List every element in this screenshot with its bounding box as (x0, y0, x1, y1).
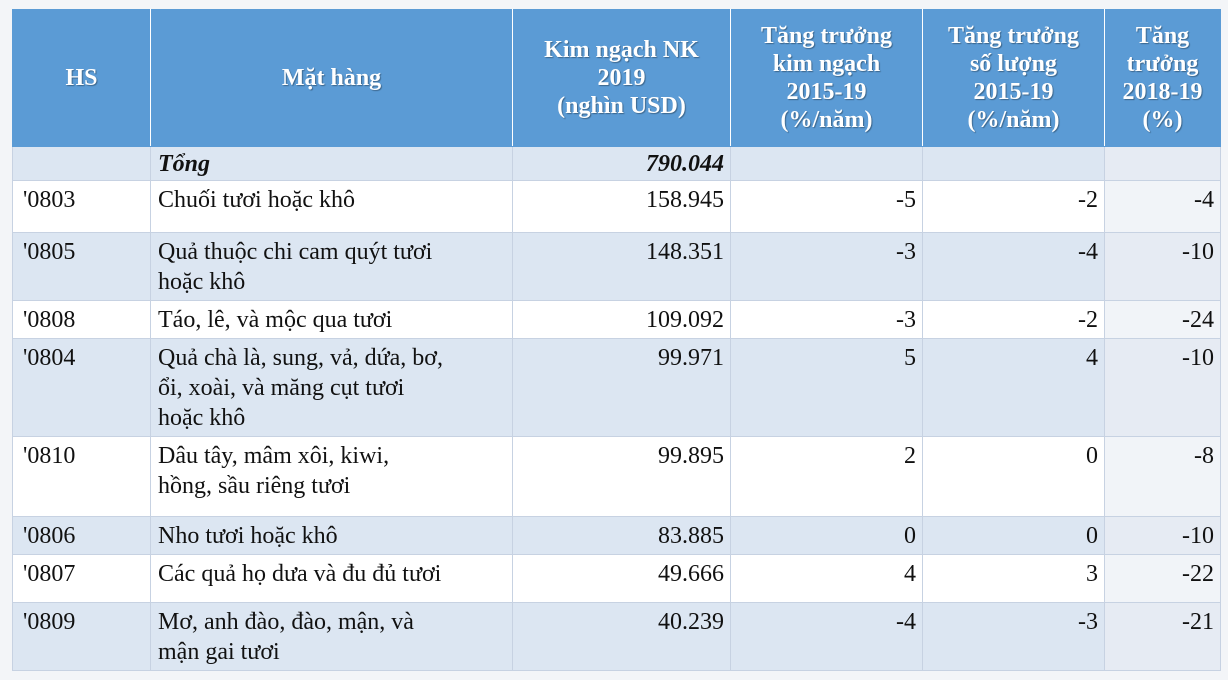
table-row (13, 437, 1221, 517)
table-body (13, 147, 1221, 671)
annual-growth-cell: -8 (1105, 437, 1221, 517)
product-name-cell (151, 233, 513, 301)
header-product: Mặt hàng (151, 10, 513, 147)
product-name-line: Nho tươi hoặc khô (158, 523, 338, 549)
product-name-line: hoặc khô (158, 269, 246, 295)
hs-code-cell: '0807 (13, 555, 151, 603)
import-value-cell: 99.895 (513, 437, 731, 517)
product-name-cell (151, 555, 513, 603)
volume-growth-cell: -2 (923, 181, 1105, 233)
header-volume-growth: Tăng trưởng số lượng 2015-19 (%/năm) (923, 10, 1105, 147)
product-name-cell (151, 181, 513, 233)
header-value-growth: Tăng trưởng kim ngạch 2015-19 (%/năm) (731, 10, 923, 147)
product-name-line: mận gai tươi (158, 639, 280, 665)
product-name-line: Táo, lê, và mộc qua tươi (158, 307, 393, 333)
value-growth-cell: 5 (731, 339, 923, 437)
annual-growth-cell: -10 (1105, 339, 1221, 437)
import-value-cell: 158.945 (513, 181, 731, 233)
annual-growth-cell: -21 (1105, 603, 1221, 671)
volume-growth-cell: 0 (923, 437, 1105, 517)
value-growth-cell: 4 (731, 555, 923, 603)
product-name-cell (151, 301, 513, 339)
table-row (13, 301, 1221, 339)
hs-code-cell: '0806 (13, 517, 151, 555)
product-name-line: ổi, xoài, và măng cụt tươi (158, 375, 405, 401)
table-row (13, 339, 1221, 437)
hs-code-cell: '0808 (13, 301, 151, 339)
table-row (13, 181, 1221, 233)
header-import-value: Kim ngạch NK 2019 (nghìn USD) (513, 10, 731, 147)
product-name-line: Chuối tươi hoặc khô (158, 187, 356, 213)
import-value-cell: 40.239 (513, 603, 731, 671)
import-value-cell: 109.092 (513, 301, 731, 339)
value-growth-cell: -3 (731, 301, 923, 339)
product-name-line: Các quả họ dưa và đu đủ tươi (158, 561, 442, 587)
annual-growth-cell: -24 (1105, 301, 1221, 339)
hs-code-cell: '0804 (13, 339, 151, 437)
hs-code-cell: '0805 (13, 233, 151, 301)
value-growth-cell: -3 (731, 233, 923, 301)
product-name-cell (151, 339, 513, 437)
volume-growth-cell: 0 (923, 517, 1105, 555)
import-value-cell: 148.351 (513, 233, 731, 301)
value-growth-cell: -5 (731, 181, 923, 233)
header-annual-growth: Tăng trưởng 2018-19 (%) (1105, 10, 1221, 147)
hs-code-cell: '0803 (13, 181, 151, 233)
annual-growth-cell: -10 (1105, 233, 1221, 301)
total-label: Tổng (151, 147, 513, 181)
hs-code-cell: '0809 (13, 603, 151, 671)
value-growth-cell: 0 (731, 517, 923, 555)
product-name-cell (151, 437, 513, 517)
import-value-cell: 83.885 (513, 517, 731, 555)
product-name-line: hồng, sầu riêng tươi (158, 473, 351, 499)
header-hs: HS (13, 10, 151, 147)
volume-growth-cell: -4 (923, 233, 1105, 301)
annual-growth-cell: -22 (1105, 555, 1221, 603)
product-name-cell (151, 517, 513, 555)
total-row (13, 147, 1221, 181)
product-name-line: Quả thuộc chi cam quýt tươi (158, 239, 433, 265)
total-g3-cell (1105, 147, 1221, 181)
product-name-line: Mơ, anh đào, đào, mận, và (158, 609, 414, 635)
total-g2-cell (923, 147, 1105, 181)
volume-growth-cell: 3 (923, 555, 1105, 603)
hs-code-cell: '0810 (13, 437, 151, 517)
table-header (13, 10, 1221, 147)
total-import-value: 790.044 (513, 147, 731, 181)
product-name-line: Dâu tây, mâm xôi, kiwi, (158, 443, 390, 469)
volume-growth-cell: -2 (923, 301, 1105, 339)
table-row (13, 603, 1221, 671)
total-g1-cell (731, 147, 923, 181)
total-hs-cell (13, 147, 151, 181)
table-row (13, 555, 1221, 603)
import-value-cell: 99.971 (513, 339, 731, 437)
header-row (13, 10, 1221, 147)
import-table (12, 9, 1221, 671)
annual-growth-cell: -10 (1105, 517, 1221, 555)
import-table-frame (12, 9, 1220, 667)
volume-growth-cell: 4 (923, 339, 1105, 437)
table-row (13, 233, 1221, 301)
annual-growth-cell: -4 (1105, 181, 1221, 233)
product-name-line: Quả chà là, sung, vả, dứa, bơ, (158, 345, 443, 371)
product-name-cell (151, 603, 513, 671)
product-name-line: hoặc khô (158, 405, 246, 431)
volume-growth-cell: -3 (923, 603, 1105, 671)
table-row (13, 517, 1221, 555)
value-growth-cell: -4 (731, 603, 923, 671)
value-growth-cell: 2 (731, 437, 923, 517)
import-value-cell: 49.666 (513, 555, 731, 603)
